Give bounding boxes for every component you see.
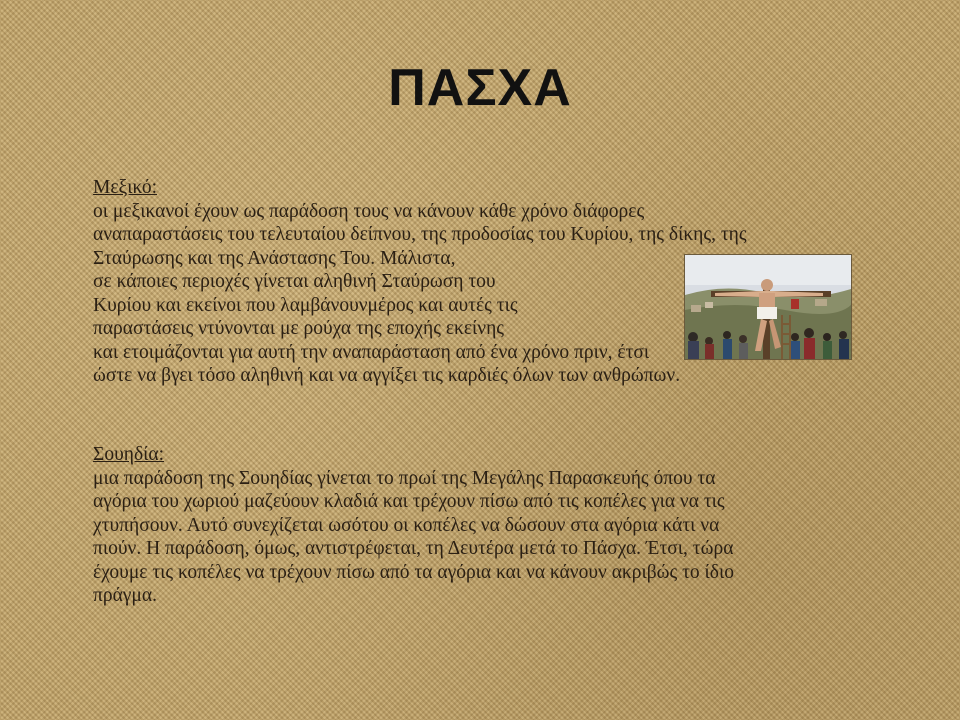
mexico-line: οι μεξικανοί έχουν ως παράδοση τους να κάνουν κάθε χρόνο διάφορες	[93, 200, 645, 222]
sweden-line: πράγμα.	[93, 585, 157, 606]
sweden-line: έχουμε τις κοπέλες να τρέχουν πίσω από τα αγόρια και να κάνουν ακριβώς το ίδιο	[93, 561, 734, 583]
mexico-heading: Μεξικό:	[93, 177, 158, 198]
mexico-line: Κυρίου και εκείνοι που λαμβάνουνμέρος και αυτές τις	[93, 294, 518, 316]
mexico-line: αναπαραστάσεις του τελευταίου δείπνου, της προδοσίας του Κυρίου, της δίκης, της	[93, 224, 747, 245]
mexico-line: και ετοιμάζονται για αυτή την αναπαράσταση από ένα χρόνο πριν, έτσι	[93, 341, 650, 363]
mexico-line: παραστάσεις ντύνονται με ρούχα της εποχής εκείνης	[93, 318, 505, 339]
mexico-line: ώστε να βγει τόσο αληθινή και να αγγίξει τις καρδιές όλων των ανθρώπων.	[93, 365, 681, 386]
sweden-line: χτυπήσουν. Αυτό συνεχίζεται ωσότου οι κοπέλες να δώσουν στα αγόρια κάτι να	[93, 514, 720, 536]
sweden-line: αγόρια του χωριού μαζεύουν κλαδιά και τρέχουν πίσω από τις κοπέλες για να τις	[93, 491, 725, 512]
slide-title: ΠΑΣΧΑ	[388, 59, 572, 117]
mexico-line: σε κάποιες περιοχές γίνεται αληθινή Σταύρωση του	[93, 271, 496, 292]
crucifixion-reenactment-photo	[684, 254, 852, 360]
sweden-heading: Σουηδία:	[93, 444, 165, 465]
sweden-line: μια παράδοση της Σουηδίας γίνεται το πρωί της Μεγάλης Παρασκευής όπου τα	[93, 467, 716, 489]
mexico-line: Σταύρωσης και της Ανάστασης Του. Μάλιστα,	[93, 247, 456, 269]
sweden-line: πιούν. Η παράδοση, όμως, αντιστρέφεται, τη Δευτέρα μετά το Πάσχα. Έτσι, τώρα	[93, 538, 734, 559]
sweden-section	[93, 443, 903, 608]
